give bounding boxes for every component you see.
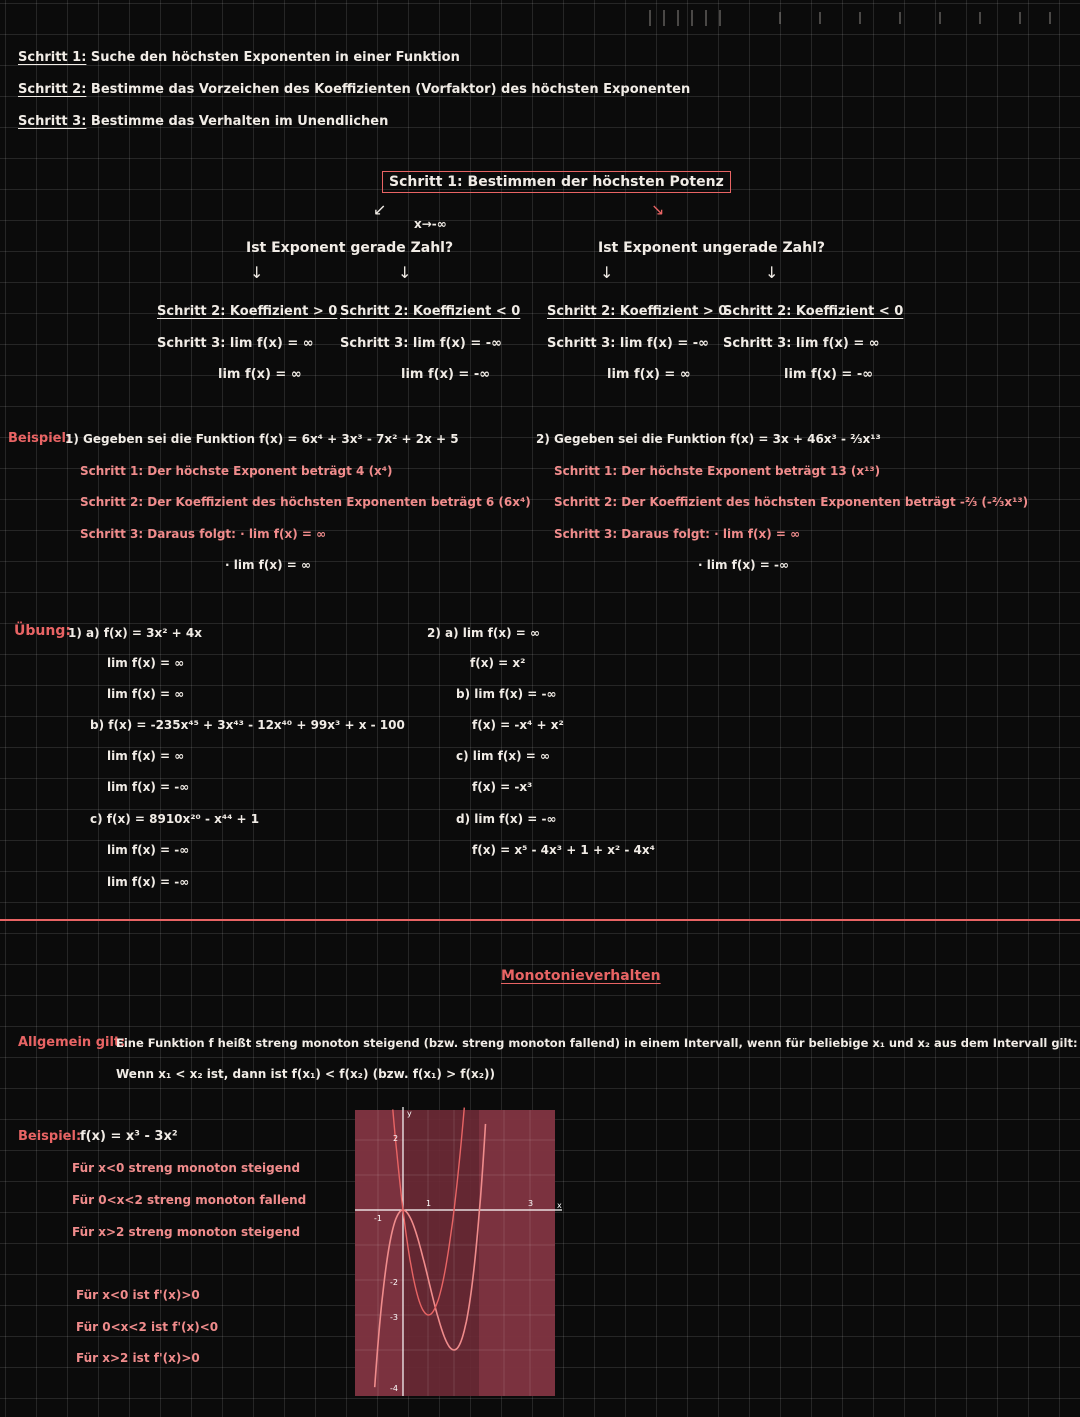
uebung-line: b) lim f(x) = -∞ [456,687,557,701]
tree-right-branch: Ist Exponent ungerade Zahl? [598,240,826,256]
tick-y-bottom: -4 [390,1384,398,1393]
case-2-lim1: Schritt 3: lim f(x) = -∞ [340,336,502,351]
case-3-lim2: lim f(x) = ∞ [607,367,691,382]
mono-item: Für 0<x<2 streng monoton fallend [72,1193,307,1207]
case-1-coef: Schritt 2: Koeffizient > 0 [157,304,338,319]
uebung-line: lim f(x) = ∞ [107,749,185,763]
ex2-step1: Schritt 1: Der höchste Exponent beträgt 13 (x¹³) [554,464,881,478]
intro-step-1 [18,50,460,66]
tick-x-three: 3 [528,1199,534,1208]
monotonie-title: Monotonieverhalten [501,968,661,984]
tick-y-top: 2 [393,1134,399,1143]
ex1-step1: Schritt 1: Der höchste Exponent beträgt 4 (x⁴) [80,464,393,478]
intro-step-2 [18,82,690,98]
tick-y-low: -3 [390,1313,398,1322]
beispiel-label: Beispiel: [8,431,72,446]
band-increasing-left [355,1110,403,1396]
deriv-item: Für x>2 ist f'(x)>0 [76,1351,200,1365]
uebung-line: b) f(x) = -235x⁴⁵ + 3x⁴³ - 12x⁴⁰ + 99x³ + x - 100 [90,718,405,732]
section-divider [0,919,1080,921]
intro-step-text: Bestimme das Vorzeichen des Koeffizienten (Vorfaktor) des höchsten Exponenten [90,82,691,97]
ex2-step2: Schritt 2: Der Koeffizient des höchsten Exponenten beträgt -⅔ (-⅔x¹³) [554,495,1029,509]
case-4-lim2: lim f(x) = -∞ [784,367,874,382]
tree-root: Schritt 1: Bestimmen der höchsten Potenz [382,171,731,193]
uebung-line: f(x) = x⁵ - 4x³ + 1 + x² - 4x⁴ [472,843,655,857]
case-4-coef: Schritt 2: Koeffizient < 0 [723,304,904,319]
arrow-down-left-icon: ↙ [373,200,387,219]
ex1-given: 1) Gegeben sei die Funktion f(x) = 6x⁴ + 3x³ - 7x² + 2x + 5 [65,432,459,446]
case-2-lim2: lim f(x) = -∞ [401,367,491,382]
case-2-coef: Schritt 2: Koeffizient < 0 [340,304,521,319]
mono-item: Für x<0 streng monoton steigend [72,1161,301,1175]
case-4-lim1: Schritt 3: lim f(x) = ∞ [723,336,880,351]
deriv-item: Für x<0 ist f'(x)>0 [76,1288,200,1302]
intro-step-label: Schritt 1: [18,50,87,65]
deriv-item: Für 0<x<2 ist f'(x)<0 [76,1320,219,1334]
allgemein-text-2: Wenn x₁ < x₂ ist, dann ist f(x₁) < f(x₂) (bzw. f(x₁) > f(x₂)) [116,1067,495,1081]
beispiel-mono-fn: f(x) = x³ - 3x² [80,1129,178,1144]
tree-x-note: x→-∞ [414,217,447,231]
arrow-down-icon: ↓ [398,263,412,282]
ex2-step3b: · lim f(x) = -∞ [698,558,789,572]
case-1-lim1: Schritt 3: lim f(x) = ∞ [157,336,314,351]
uebung-line: c) f(x) = 8910x²⁰ - x⁴⁴ + 1 [90,812,260,826]
ex2-step3: Schritt 3: Daraus folgt: · lim f(x) = ∞ [554,527,801,541]
tick-y-mid: -2 [390,1278,398,1287]
tick-x-neg: -1 [374,1214,382,1223]
uebung-line: lim f(x) = -∞ [107,843,190,857]
tick-x-one: 1 [426,1199,432,1208]
ex2-given: 2) Gegeben sei die Funktion f(x) = 3x + 46x³ - ⅔x¹³ [536,432,881,446]
beispiel-mono-label: Beispiel: [18,1129,82,1144]
intro-step-label: Schritt 2: [18,82,87,97]
uebung-line: f(x) = -x⁴ + x² [472,718,564,732]
arrow-down-icon: ↓ [600,263,614,282]
intro-step-text: Suche den höchsten Exponenten in einer Funktion [90,50,460,65]
arrow-down-right-icon: ↘ [651,200,665,219]
decorative-ruler [640,8,1080,30]
uebung-line: 2) a) lim f(x) = ∞ [427,626,541,640]
uebung-line: f(x) = -x³ [472,780,533,794]
arrow-down-icon: ↓ [250,263,264,282]
function-graph [350,1105,565,1401]
uebung-line: lim f(x) = -∞ [107,780,190,794]
y-axis-label: y [407,1109,412,1118]
arrow-down-icon: ↓ [765,263,779,282]
ex1-step2: Schritt 2: Der Koeffizient des höchsten Exponenten beträgt 6 (6x⁴) [80,495,531,509]
mono-item: Für x>2 streng monoton steigend [72,1225,301,1239]
uebung-line: lim f(x) = ∞ [107,687,185,701]
allgemein-label: Allgemein gilt: [18,1035,126,1050]
band-increasing-right [479,1110,555,1396]
allgemein-text: Eine Funktion f heißt streng monoton steigend (bzw. streng monoton fallend) in einem Intervall, wenn für beliebige x₁ und x₂ aus dem Intervall gilt: [116,1036,1078,1050]
intro-step-3 [18,114,388,130]
ex1-step3b: · lim f(x) = ∞ [225,558,311,572]
intro-step-text: Bestimme das Verhalten im Unendlichen [90,114,389,129]
uebung-line: d) lim f(x) = -∞ [456,812,557,826]
uebung-line: f(x) = x² [470,656,526,670]
uebung-label: Übung: [14,623,71,639]
case-3-lim1: Schritt 3: lim f(x) = -∞ [547,336,709,351]
case-3-coef: Schritt 2: Koeffizient > 0 [547,304,728,319]
intro-step-label: Schritt 3: [18,114,87,129]
x-axis-label: x [557,1201,562,1210]
uebung-line: 1) a) f(x) = 3x² + 4x [68,626,202,640]
tree-left-branch: Ist Exponent gerade Zahl? [246,240,454,256]
uebung-line: lim f(x) = -∞ [107,875,190,889]
ex1-step3: Schritt 3: Daraus folgt: · lim f(x) = ∞ [80,527,327,541]
uebung-line: lim f(x) = ∞ [107,656,185,670]
case-1-lim2: lim f(x) = ∞ [218,367,302,382]
uebung-line: c) lim f(x) = ∞ [456,749,551,763]
